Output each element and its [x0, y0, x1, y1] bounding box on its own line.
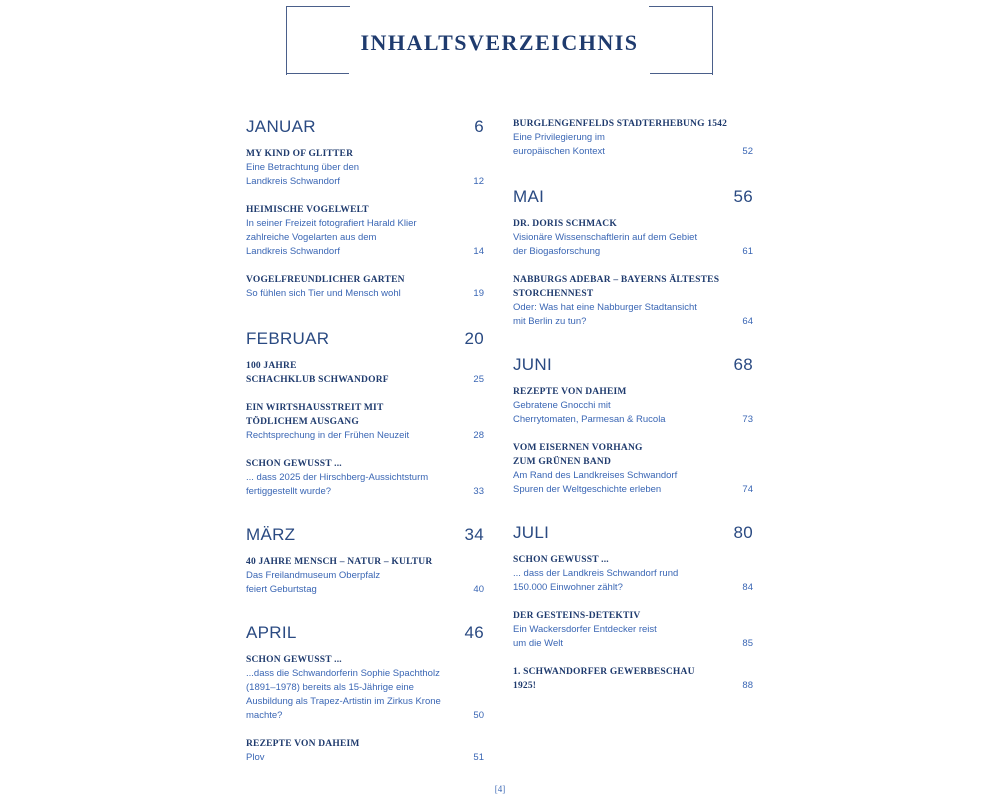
toc-section [246, 117, 484, 301]
entry-page-number: 33 [473, 486, 484, 497]
entry-title: HEIMISCHE VOGELWELT [246, 205, 369, 215]
month-page-number: 34 [464, 525, 484, 544]
entry-page-number: 51 [473, 752, 484, 763]
frame-corner-bottom-left [286, 72, 349, 74]
entry-title: NABBURGS ADEBAR – BAYERNS ÄLTESTES STORCHENNEST [513, 275, 720, 299]
entry-subtitle: ... dass der Landkreis Schwandorf rund 150.000 Einwohner zählt? [513, 568, 679, 593]
month-label: JANUAR [246, 117, 316, 136]
month-page-number: 20 [464, 329, 484, 348]
toc-entry[interactable] [513, 441, 753, 497]
entry-title-row [246, 359, 484, 387]
month-label: JUNI [513, 355, 552, 374]
toc-left-column [246, 117, 484, 765]
month-heading [246, 117, 484, 137]
entry-subtitle: In seiner Freizeit fotografiert Harald Klier zahlreiche Vogelarten aus dem Landkreis Schwandorf [246, 218, 417, 257]
month-heading [246, 623, 484, 643]
entry-page-number: 50 [473, 710, 484, 721]
entry-subtitle: Plov [246, 752, 265, 763]
entry-subtitle-row [246, 217, 484, 259]
toc-section [513, 523, 753, 693]
entry-title: EIN WIRTSHAUSSTREIT MIT TÖDLICHEM AUSGANG [246, 403, 384, 427]
entry-subtitle: Gebratene Gnocchi mit Cherrytomaten, Parmesan & Rucola [513, 400, 666, 425]
entry-subtitle: Ein Wackersdorfer Entdecker reist um die Welt [513, 624, 657, 649]
toc-entry[interactable] [246, 653, 484, 723]
entry-title: SCHON GEWUSST ... [246, 459, 342, 469]
entry-page-number: 74 [742, 484, 753, 495]
entry-subtitle: Oder: Was hat eine Nabburger Stadtansicht mit Berlin zu tun? [513, 302, 697, 327]
entry-subtitle: Eine Betrachtung über den Landkreis Schwandorf [246, 162, 360, 187]
entry-page-number: 19 [473, 288, 484, 299]
toc-section [246, 525, 484, 597]
page-number: [4] [494, 784, 506, 794]
toc-entry[interactable] [513, 665, 753, 693]
entry-title: MY KIND OF GLITTER [246, 149, 354, 159]
entry-title: 100 JAHRE SCHACHKLUB SCHWANDORF [246, 361, 389, 385]
toc-section [246, 329, 484, 499]
toc-entry[interactable] [246, 401, 484, 443]
entry-subtitle-row [246, 429, 484, 443]
entry-subtitle-row [246, 471, 484, 499]
toc-entry[interactable] [246, 147, 484, 189]
entry-subtitle-row [246, 751, 484, 765]
entry-page-number: 12 [473, 176, 484, 187]
entry-subtitle: Eine Privilegierung im europäischen Kontext [513, 132, 605, 157]
frame-corner-bottom-right [650, 72, 713, 74]
entry-page-number: 40 [473, 584, 484, 595]
entry-subtitle: So fühlen sich Tier und Mensch wohl [246, 288, 401, 299]
entry-subtitle: Rechtsprechung in der Frühen Neuzeit [246, 430, 410, 441]
entry-title: REZEPTE VON DAHEIM [513, 387, 627, 397]
toc-entry[interactable] [246, 555, 484, 597]
month-heading [513, 355, 753, 375]
entry-page-number: 64 [742, 316, 753, 327]
toc-entry[interactable] [246, 359, 484, 387]
month-page-number: 46 [464, 623, 484, 642]
entry-title: BURGLENGENFELDS STADTERHEBUNG 1542 [513, 119, 728, 129]
entry-subtitle-row [513, 131, 753, 159]
entry-subtitle: Am Rand des Landkreises Schwandorf Spuren der Weltgeschichte erleben [513, 470, 678, 495]
toc-entry[interactable] [513, 385, 753, 427]
entry-page-number: 85 [742, 638, 753, 649]
entry-page-number: 61 [742, 246, 753, 257]
title-frame [286, 6, 713, 74]
month-label: JULI [513, 523, 550, 542]
entry-subtitle: Das Freilandmuseum Oberpfalz feiert Geburtstag [246, 570, 381, 595]
entry-subtitle: ...dass die Schwandorferin Sophie Spachtholz (1891–1978) bereits als 15-Jährige eine Ausbildung als Trapez-Artistin im Zirkus Krone machte? [246, 668, 441, 721]
toc-section [246, 623, 484, 765]
month-label: APRIL [246, 623, 297, 642]
entry-subtitle: Visionäre Wissenschaftlerin auf dem Gebiet der Biogasforschung [513, 232, 698, 257]
entry-title: 40 JAHRE MENSCH – NATUR – KULTUR [246, 557, 433, 567]
entry-subtitle-row [513, 567, 753, 595]
entry-subtitle-row [513, 301, 753, 329]
entry-title: 1. SCHWANDORFER GEWERBESCHAU 1925! [513, 667, 695, 691]
entry-page-number: 88 [742, 680, 753, 691]
toc-entry[interactable] [246, 737, 484, 765]
entry-subtitle-row [246, 667, 484, 723]
entry-title: DER GESTEINS-DETEKTIV [513, 611, 641, 621]
entry-subtitle-row [246, 161, 484, 189]
month-heading [513, 187, 753, 207]
toc-entry[interactable] [513, 217, 753, 259]
month-page-number: 80 [733, 523, 753, 542]
entry-subtitle-row [513, 469, 753, 497]
toc-section [513, 117, 753, 159]
toc-entry[interactable] [513, 117, 753, 159]
entry-title: SCHON GEWUSST ... [513, 555, 609, 565]
entry-title: SCHON GEWUSST ... [246, 655, 342, 665]
entry-subtitle-row [246, 569, 484, 597]
month-page-number: 68 [733, 355, 753, 374]
month-label: MAI [513, 187, 545, 206]
toc-entry[interactable] [246, 457, 484, 499]
entry-page-number: 28 [473, 430, 484, 441]
entry-title-row [513, 665, 753, 693]
month-heading [246, 525, 484, 545]
entry-subtitle-row [513, 231, 753, 259]
toc-right-column [513, 117, 753, 693]
entry-title: DR. DORIS SCHMACK [513, 219, 617, 229]
entry-page-number: 25 [473, 374, 484, 385]
toc-section [513, 355, 753, 497]
toc-entry[interactable] [246, 273, 484, 301]
entry-page-number: 84 [742, 582, 753, 593]
entry-subtitle-row [246, 287, 484, 301]
entry-page-number: 73 [742, 414, 753, 425]
entry-page-number: 14 [473, 246, 484, 257]
toc-section [513, 187, 753, 329]
entry-subtitle-row [513, 399, 753, 427]
month-page-number: 56 [733, 187, 753, 206]
month-page-number: 6 [474, 117, 484, 136]
toc-entry[interactable] [513, 553, 753, 595]
entry-title: VOGELFREUNDLICHER GARTEN [246, 275, 405, 285]
toc-entry[interactable] [246, 203, 484, 259]
month-label: MÄRZ [246, 525, 296, 544]
toc-entry[interactable] [513, 273, 753, 329]
month-label: FEBRUAR [246, 329, 330, 348]
entry-title: VOM EISERNEN VORHANG ZUM GRÜNEN BAND [513, 443, 643, 467]
page-title: INHALTSVERZEICHNIS [360, 30, 639, 55]
month-heading [513, 523, 753, 543]
toc-entry[interactable] [513, 609, 753, 651]
entry-page-number: 52 [742, 146, 753, 157]
entry-title: REZEPTE VON DAHEIM [246, 739, 360, 749]
entry-subtitle: ... dass 2025 der Hirschberg-Aussichtsturm fertiggestellt wurde? [246, 472, 429, 497]
entry-subtitle-row [513, 623, 753, 651]
month-heading [246, 329, 484, 349]
